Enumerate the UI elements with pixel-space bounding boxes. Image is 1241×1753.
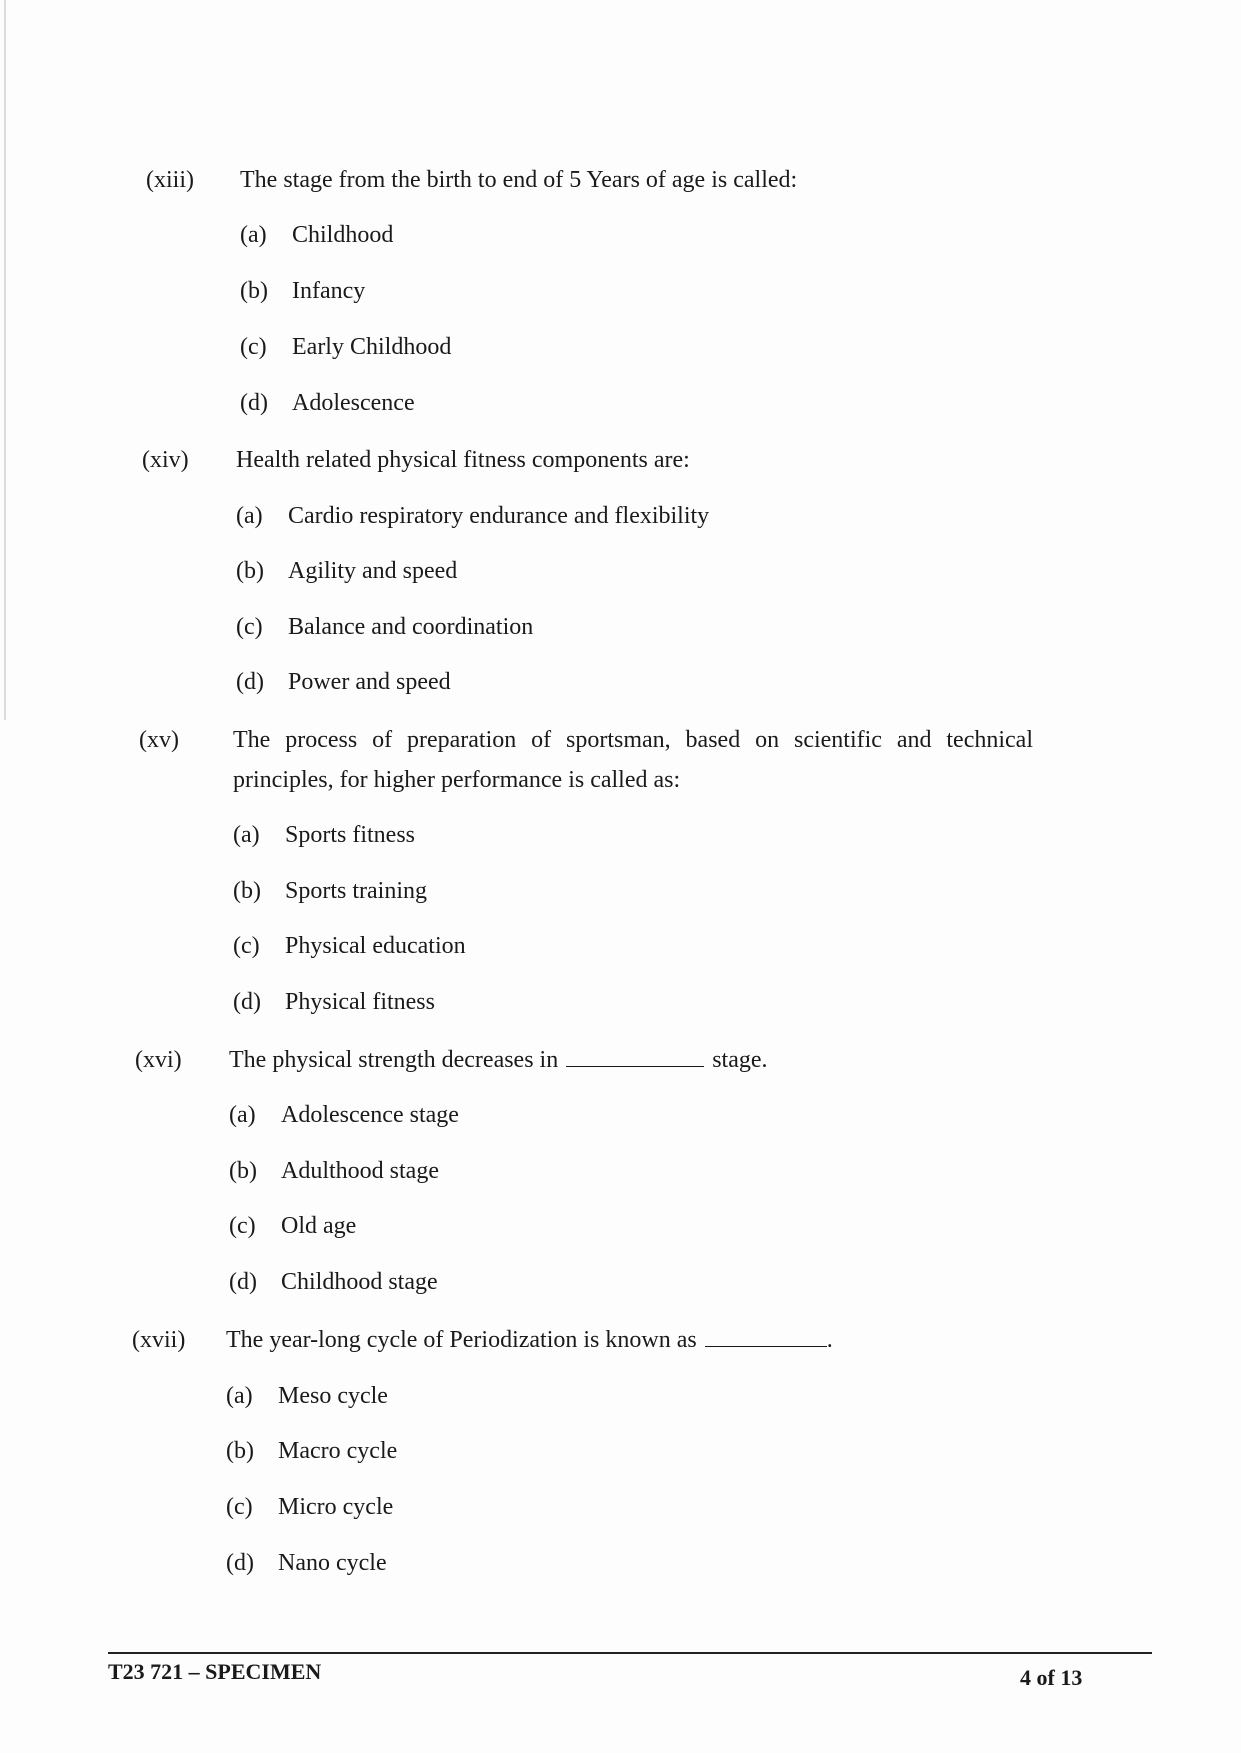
option-text: Balance and coordination [288,614,534,640]
question-text [233,720,1033,800]
question-stem-end: stage. [712,1047,768,1073]
scan-edge-shadow [4,0,6,720]
footer-divider [108,1652,1152,1654]
option-label: (a) [233,822,260,848]
question-text [236,440,1046,480]
page-number: 4 of 13 [1020,1665,1083,1690]
option-label: (c) [240,334,267,360]
option-label: (b) [233,878,261,904]
option-text: Cardio respiratory endurance and flexibility [288,503,710,529]
option-label: (c) [229,1213,256,1239]
option-label: (a) [229,1102,256,1128]
option-label: (d) [236,669,264,695]
option-label: (b) [229,1158,257,1184]
question-number: (xvi) [135,1047,182,1073]
option-text: Sports training [285,878,427,904]
option-text: Old age [281,1213,357,1239]
option-label: (d) [229,1269,257,1295]
option-text: Micro cycle [278,1494,394,1520]
option-label: (b) [236,558,264,584]
option-text: Adulthood stage [281,1158,439,1184]
question-stem: The process of preparation of sportsman, based on scientific and technical principles, for higher performance is called as: [233,727,1033,793]
option-label: (d) [233,989,261,1015]
option-text: Power and speed [288,669,451,695]
option-label: (c) [236,614,263,640]
option-text: Nano cycle [278,1550,387,1576]
question-stem: The year-long cycle of Periodization is known as [226,1327,697,1353]
option-text: Early Childhood [292,334,452,360]
option-text: Meso cycle [278,1383,388,1409]
option-text: Macro cycle [278,1438,398,1464]
option-label: (c) [226,1494,253,1520]
option-text: Agility and speed [288,558,458,584]
question-number: (xiv) [142,447,189,473]
option-label: (b) [226,1438,254,1464]
question-text [240,160,1050,200]
question-text [229,1040,1039,1080]
answer-blank [705,1320,827,1347]
option-text: Childhood [292,222,394,248]
question-number: (xvii) [132,1327,186,1353]
question-stem: Health related physical fitness components are: [236,447,690,473]
question-number: (xv) [139,727,179,753]
option-text: Sports fitness [285,822,416,848]
option-label: (a) [236,503,263,529]
option-label: (a) [240,222,267,248]
option-text: Childhood stage [281,1269,438,1295]
question-stem: The stage from the birth to end of 5 Years of age is called: [240,167,798,193]
question-stem-end: . [826,1327,833,1353]
option-text: Infancy [292,278,366,304]
option-label: (c) [233,933,260,959]
question-text [226,1320,1036,1360]
option-text: Adolescence [292,390,415,416]
question-stem: The physical strength decreases in [229,1047,559,1073]
option-label: (d) [226,1550,254,1576]
option-text: Physical education [285,933,466,959]
question-number: (xiii) [146,167,194,193]
option-text: Adolescence stage [281,1102,459,1128]
option-label: (b) [240,278,268,304]
option-text: Physical fitness [285,989,435,1015]
answer-blank [566,1040,704,1067]
paper-code: T23 721 – SPECIMEN [108,1659,322,1684]
option-label: (a) [226,1383,253,1409]
option-label: (d) [240,390,268,416]
